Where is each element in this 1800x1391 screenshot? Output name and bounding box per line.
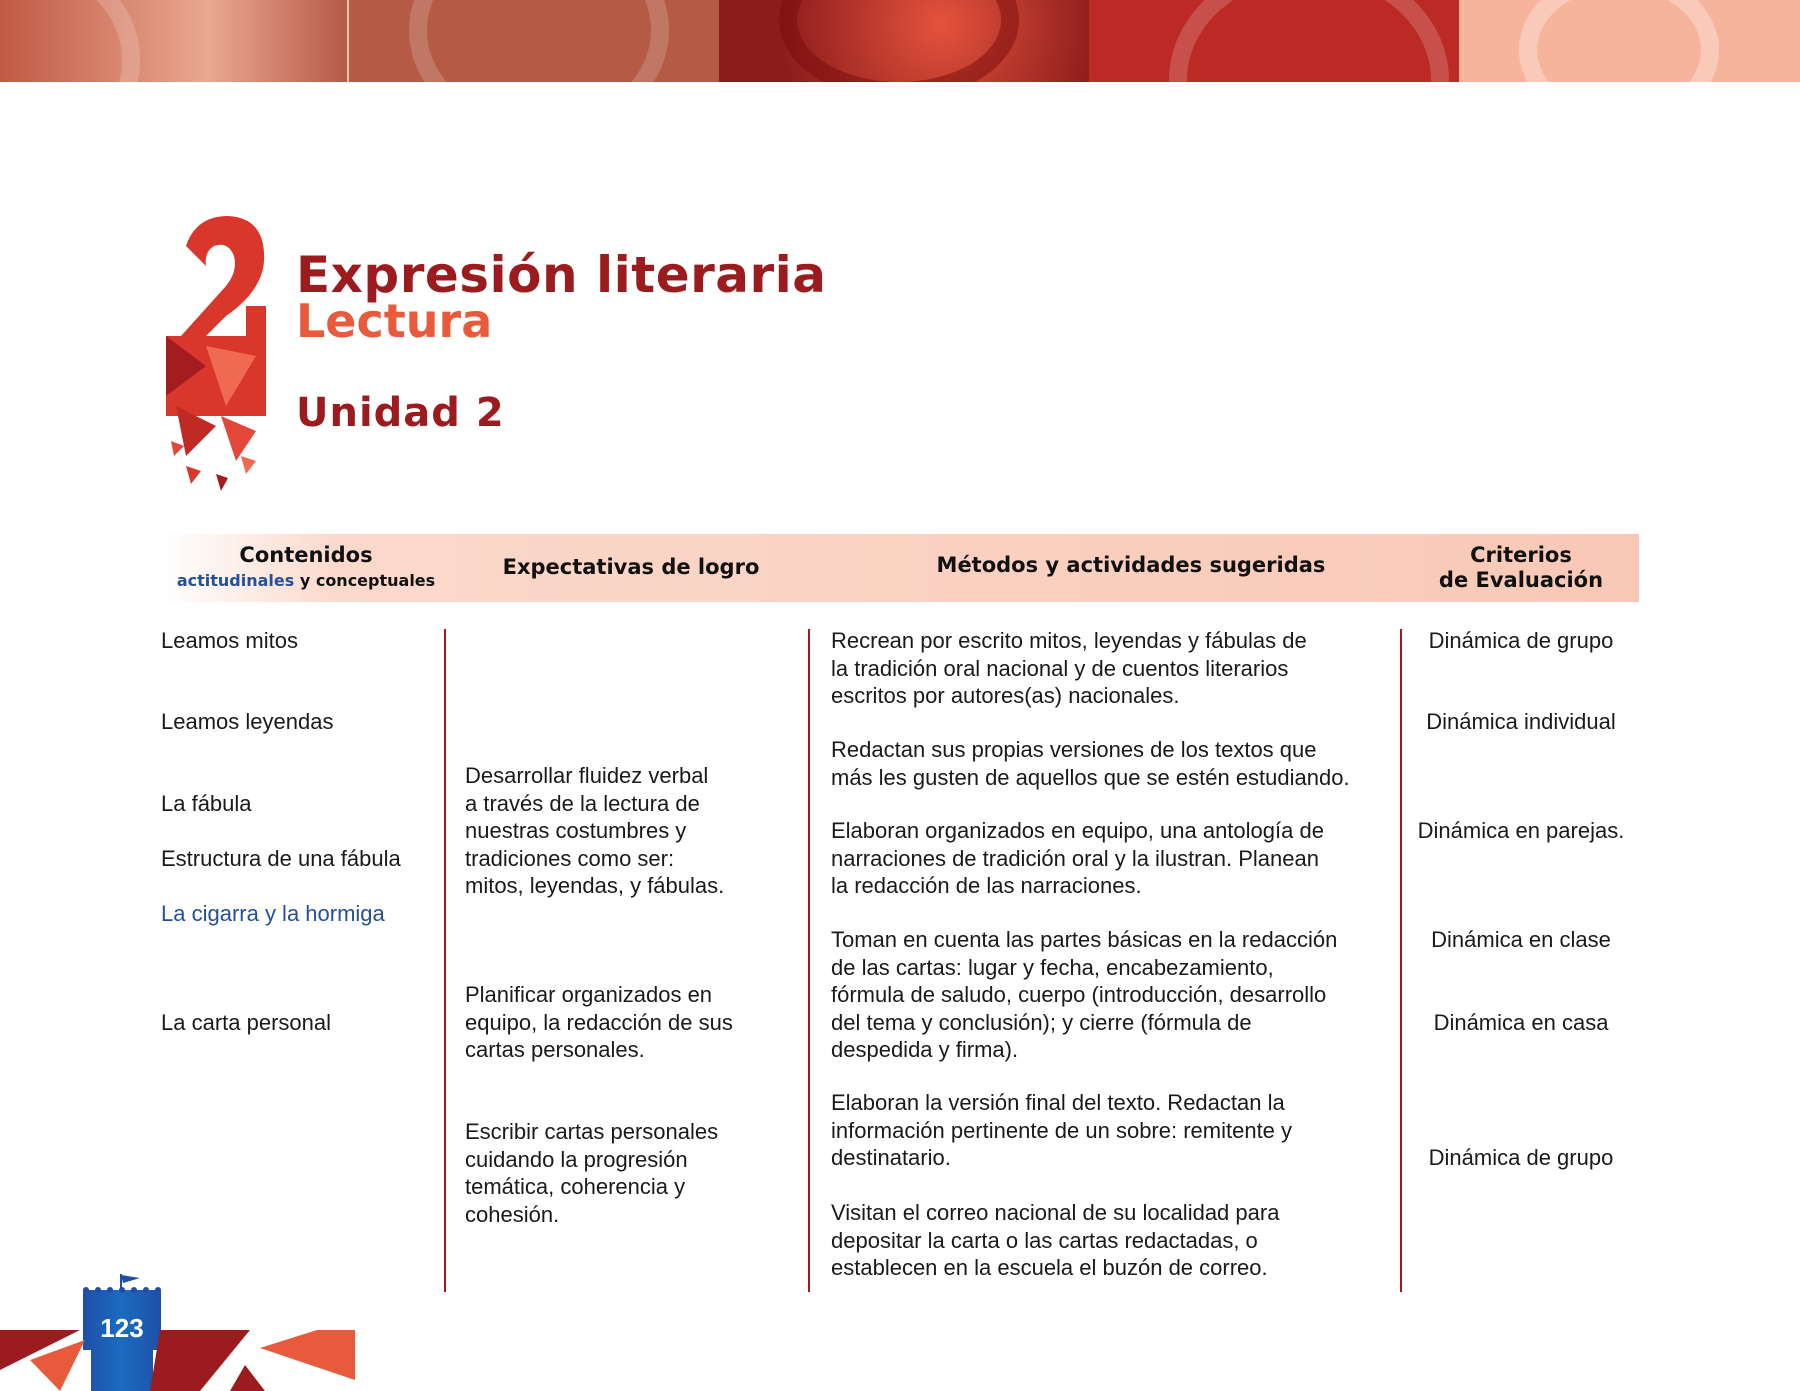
expectativa-line: cohesión. — [465, 1201, 560, 1227]
expectativa-line: Desarrollar fluidez verbal — [465, 763, 709, 789]
header-criterios — [1411, 543, 1631, 593]
header-criterios-line2: de Evaluación — [1438, 568, 1604, 592]
decorative-banner — [0, 0, 1800, 82]
header-contenidos — [161, 543, 451, 593]
metodo-line: Toman en cuenta las partes básicas en la redacción — [831, 927, 1338, 953]
column-divider — [444, 629, 446, 1292]
metodo-line: despedida y firma). — [831, 1037, 1019, 1063]
expectativa-line: a través de la lectura de — [465, 790, 700, 816]
page-subtitle: Lectura — [296, 294, 493, 348]
metodo-line: Redactan sus propias versiones de los textos que — [831, 737, 1317, 763]
criterio-item: Dinámica en clase — [1431, 927, 1611, 953]
header-expectativas: Expectativas de logro — [502, 555, 760, 579]
expectativa-line: mitos, leyendas, y fábulas. — [465, 873, 725, 899]
contenido-item: Leamos mitos — [161, 628, 298, 654]
criterio-item: Dinámica individual — [1426, 709, 1616, 735]
criterio-item: Dinámica de grupo — [1428, 1145, 1614, 1171]
unit-label: Unidad 2 — [296, 390, 505, 436]
contenido-item: La carta personal — [161, 1010, 331, 1036]
expectativa-line: cartas personales. — [465, 1037, 645, 1063]
expectativa-line: cuidando la progresión — [465, 1146, 688, 1172]
metodo-line: Elaboran la versión final del texto. Redactan la — [831, 1090, 1285, 1116]
contenido-item: La fábula — [161, 791, 252, 817]
column-divider — [808, 629, 810, 1292]
metodo-line: Visitan el correo nacional de su localidad para — [831, 1200, 1280, 1226]
decorative-triangles — [0, 1330, 360, 1391]
page-number: 123 — [100, 1313, 144, 1343]
page-title: Expresión literaria — [296, 246, 827, 304]
expectativa-line: Planificar organizados en — [465, 982, 713, 1008]
contenido-item: Leamos leyendas — [161, 709, 334, 735]
expectativa-line: Escribir cartas personales — [465, 1119, 719, 1145]
metodo-line: más les gusten de aquellos que se estén estudiando. — [831, 764, 1350, 790]
expectativa-line: tradiciones como ser: — [465, 845, 675, 871]
metodo-line: narraciones de tradición oral y la ilustran. Planean — [831, 845, 1319, 871]
header-criterios-line1: Criterios — [1470, 543, 1572, 567]
contenido-item: Estructura de una fábula — [161, 846, 401, 872]
expectativa-line: temática, coherencia y — [465, 1174, 686, 1200]
metodo-line: información pertinente de un sobre: remitente y — [831, 1117, 1293, 1143]
criterio-item: Dinámica en casa — [1433, 1010, 1609, 1036]
metodo-line: depositar la carta o las cartas redactadas, o — [831, 1227, 1258, 1253]
expectativa-line: equipo, la redacción de sus — [465, 1009, 733, 1035]
metodo-line: fórmula de saludo, cuerpo (introducción, desarrollo — [831, 982, 1327, 1008]
metodo-line: la redacción de las narraciones. — [831, 873, 1142, 899]
contenido-item: La cigarra y la hormiga — [161, 901, 385, 927]
metodo-line: del tema y conclusión); y cierre (fórmula de — [831, 1009, 1252, 1035]
metodo-line: Recrean por escrito mitos, leyendas y fábulas de — [831, 628, 1307, 654]
header-conceptuales: y conceptuales — [299, 571, 436, 590]
metodo-line: Elaboran organizados en equipo, una antología de — [831, 818, 1324, 844]
criterio-item: Dinámica de grupo — [1428, 628, 1614, 654]
metodo-line: la tradición oral nacional y de cuentos literarios — [831, 655, 1289, 681]
criterio-item: Dinámica en parejas. — [1417, 818, 1625, 844]
table-header — [161, 534, 1639, 602]
header-actitudinales: actitudinales — [176, 571, 295, 590]
metodo-line: escritos por autores(as) nacionales. — [831, 683, 1180, 709]
metodo-line: establecen en la escuela el buzón de correo. — [831, 1255, 1268, 1281]
unit-number-logo — [166, 216, 266, 506]
metodo-line: de las cartas: lugar y fecha, encabezamiento, — [831, 954, 1274, 980]
header-metodos: Métodos y actividades sugeridas — [936, 553, 1326, 577]
expectativa-line: nuestras costumbres y — [465, 818, 687, 844]
header-contenidos-title: Contenidos — [239, 543, 373, 567]
metodo-line: destinatario. — [831, 1145, 951, 1171]
